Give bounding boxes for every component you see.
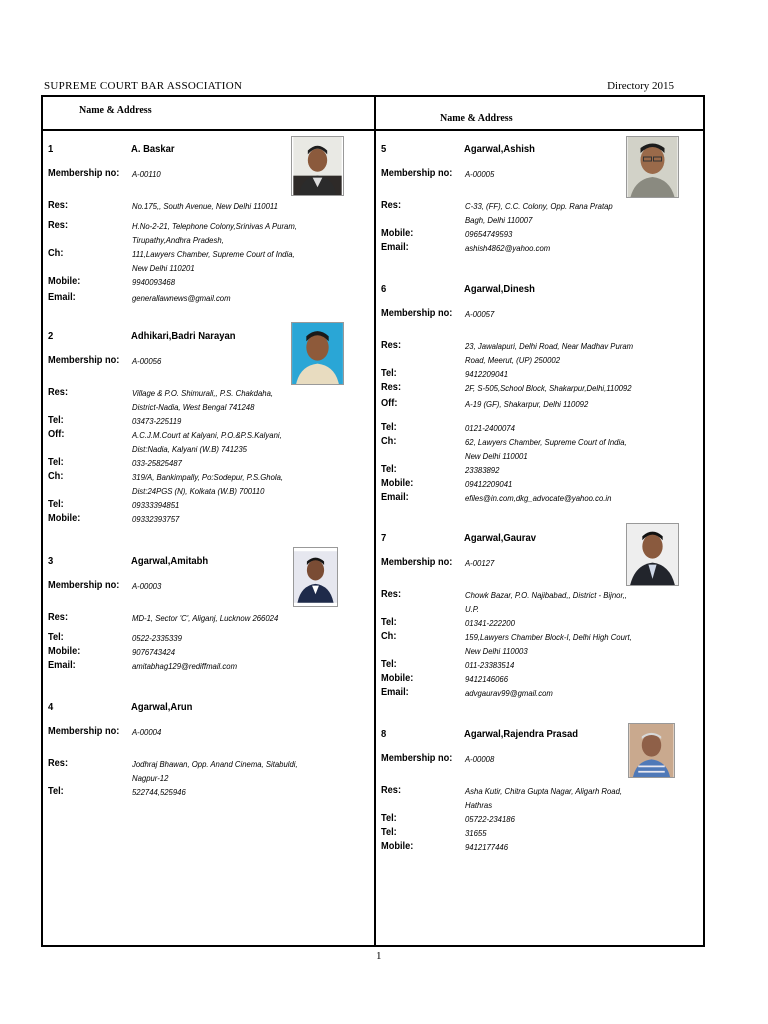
member-name: Agarwal,Dinesh [464, 283, 535, 295]
field-value: Dist:24PGS (N), Kolkata (W.B) 700110 [132, 486, 265, 496]
field-label: Res: [381, 199, 402, 211]
field-value: 9412209041 [465, 369, 509, 379]
field-label: Off: [48, 428, 65, 440]
field-value: A-00110 [132, 169, 161, 179]
member-number: 3 [48, 555, 54, 567]
field-value: New Delhi 110001 [465, 451, 528, 461]
member-name: Agarwal,Rajendra Prasad [464, 728, 578, 740]
member-name: Agarwal,Amitabh [131, 555, 209, 567]
field-value: A-00003 [132, 581, 162, 591]
field-value: Road, Meerut, (UP) 250002 [465, 355, 561, 365]
field-label: Mobile: [48, 275, 81, 287]
field-label: Tel: [381, 658, 397, 670]
org-title: SUPREME COURT BAR ASSOCIATION [44, 80, 243, 92]
member-number: 1 [48, 143, 54, 155]
field-value: U.P. [465, 604, 480, 614]
field-value: Hathras [465, 800, 493, 810]
field-label: Tel: [48, 631, 64, 643]
member-photo [291, 136, 344, 196]
field-label: Email: [381, 686, 409, 698]
field-value: A-00005 [465, 169, 495, 179]
field-label: Email: [48, 291, 76, 303]
field-value: 011-23383514 [465, 660, 515, 670]
field-value: 09654749593 [465, 229, 513, 239]
field-label: Mobile: [381, 672, 414, 684]
field-value: generallawnews@gmail.com [132, 293, 231, 303]
field-value: 09333394851 [132, 500, 180, 510]
field-label: Email: [381, 491, 409, 503]
member-name: Agarwal,Ashish [464, 143, 535, 155]
field-label: Res: [48, 199, 69, 211]
member-photo [626, 523, 679, 586]
field-label: Mobile: [381, 840, 414, 852]
field-value: 01341-222200 [465, 618, 515, 628]
directory-table [41, 95, 705, 947]
header-rule-left [43, 129, 374, 131]
field-value: 23, Jawalapuri, Delhi Road, Near Madhav Puram [465, 341, 634, 351]
field-label: Membership no: [381, 752, 453, 764]
member-name: Agarwal,Gaurav [464, 532, 536, 544]
member-photo [626, 136, 679, 198]
field-label: Res: [48, 611, 69, 623]
column-header-left: Name & Address [79, 105, 152, 116]
field-label: Res: [381, 381, 402, 393]
field-label: Mobile: [48, 645, 81, 657]
field-label: Tel: [381, 463, 397, 475]
field-value: Dist:Nadia, Kalyani (W.B) 741235 [132, 444, 247, 454]
field-label: Off: [381, 397, 398, 409]
field-value: 31655 [465, 828, 487, 838]
field-label: Tel: [48, 414, 64, 426]
field-label: Membership no: [381, 307, 453, 319]
field-value: Jodhraj Bhawan, Opp. Anand Cinema, Sitabuldi, [132, 759, 298, 769]
field-value: C-33, (FF), C.C. Colony, Opp. Rana Pratap [465, 201, 613, 211]
field-label: Ch: [381, 630, 397, 642]
member-photo [291, 322, 344, 385]
field-value: 9412177446 [465, 842, 509, 852]
field-label: Tel: [381, 812, 397, 824]
field-value: A-00127 [465, 558, 495, 568]
field-label: Res: [381, 784, 402, 796]
column-header-right: Name & Address [440, 113, 513, 124]
field-label: Tel: [48, 785, 64, 797]
field-label: Res: [381, 588, 402, 600]
field-value: Asha Kutir, Chitra Gupta Nagar, Aligarh Road, [465, 786, 623, 796]
field-value: 2F, S-505,School Block, Shakarpur,Delhi,110092 [465, 383, 632, 393]
field-label: Membership no: [381, 556, 453, 568]
column-divider [374, 97, 376, 945]
member-photo [628, 723, 675, 778]
field-label: Ch: [48, 470, 64, 482]
field-value: amitabhag129@rediffmail.com [132, 661, 238, 671]
field-value: Tirupathy,Andhra Pradesh, [132, 235, 224, 245]
field-value: District-Nadia, West Bengal 741248 [132, 402, 255, 412]
field-value: 09412209041 [465, 479, 513, 489]
field-value: 09332393757 [132, 514, 180, 524]
field-value: Village & P.O. Shimurali,, P.S. Chakdaha, [132, 388, 274, 398]
field-value: A-00008 [465, 754, 495, 764]
field-value: No.175,, South Avenue, New Delhi 110011 [132, 201, 278, 211]
field-label: Mobile: [48, 512, 81, 524]
field-label: Res: [48, 757, 69, 769]
field-value: A-00004 [132, 727, 162, 737]
field-value: 0121-2400074 [465, 423, 515, 433]
member-name: A. Baskar [131, 143, 175, 155]
field-value: 23383892 [465, 465, 500, 475]
field-value: 319/A, Bankimpally, Po:Sodepur, P.S.Ghola, [132, 472, 284, 482]
member-number: 7 [381, 532, 387, 544]
field-value: Nagpur-12 [132, 773, 169, 783]
field-label: Tel: [381, 826, 397, 838]
field-label: Mobile: [381, 227, 414, 239]
field-value: 03473-225119 [132, 416, 182, 426]
header-rule-right [376, 129, 703, 131]
field-label: Res: [48, 386, 69, 398]
field-value: 9940093468 [132, 277, 176, 287]
field-label: Membership no: [48, 725, 120, 737]
field-label: Tel: [381, 616, 397, 628]
field-value: A-00056 [132, 356, 162, 366]
field-value: 033-25825487 [132, 458, 182, 468]
field-label: Mobile: [381, 477, 414, 489]
field-label: Res: [381, 339, 402, 351]
member-number: 4 [48, 701, 54, 713]
field-label: Email: [381, 241, 409, 253]
field-value: 111,Lawyers Chamber, Supreme Court of India, [132, 249, 295, 259]
field-value: New Delhi 110201 [132, 263, 195, 273]
field-value: efiles@in.com,dkg_advocate@yahoo.co.in [465, 493, 612, 503]
member-name: Adhikari,Badri Narayan [131, 330, 236, 342]
field-value: 05722-234186 [465, 814, 515, 824]
field-label: Res: [48, 219, 69, 231]
member-number: 2 [48, 330, 54, 342]
field-value: 62, Lawyers Chamber, Supreme Court of India, [465, 437, 627, 447]
field-value: H.No-2-21, Telephone Colony,Srinivas A Puram, [132, 221, 297, 231]
member-number: 5 [381, 143, 387, 155]
field-value: Bagh, Delhi 110007 [465, 215, 533, 225]
field-value: A-19 (GF), Shakarpur, Delhi 110092 [465, 399, 589, 409]
field-value: 9076743424 [132, 647, 176, 657]
field-value: A.C.J.M.Court at Kalyani, P.O.&P.S.Kalyani, [132, 430, 282, 440]
field-label: Tel: [48, 456, 64, 468]
field-label: Ch: [48, 247, 64, 259]
field-value: 159,Lawyers Chamber Block-I, Delhi High Court, [465, 632, 632, 642]
member-number: 6 [381, 283, 387, 295]
field-value: 522744,525946 [132, 787, 186, 797]
field-label: Tel: [381, 367, 397, 379]
field-label: Membership no: [48, 579, 120, 591]
field-value: Chowk Bazar, P.O. Najibabad,, District - Bijnor,, [465, 590, 627, 600]
field-label: Tel: [381, 421, 397, 433]
page-number: 1 [376, 950, 382, 962]
member-number: 8 [381, 728, 387, 740]
member-name: Agarwal,Arun [131, 701, 193, 713]
field-value: MD-1, Sector 'C', Aliganj, Lucknow 266024 [132, 613, 279, 623]
field-value: A-00057 [465, 309, 495, 319]
field-label: Membership no: [48, 167, 120, 179]
field-value: advgaurav99@gmail.com [465, 688, 553, 698]
field-label: Ch: [381, 435, 397, 447]
field-value: New Delhi 110003 [465, 646, 528, 656]
field-value: ashish4862@yahoo.com [465, 243, 551, 253]
field-label: Membership no: [381, 167, 453, 179]
directory-year: Directory 2015 [607, 80, 674, 92]
member-photo [293, 547, 338, 607]
field-label: Email: [48, 659, 76, 671]
field-value: 0522-2335339 [132, 633, 182, 643]
field-value: 9412146066 [465, 674, 509, 684]
field-label: Membership no: [48, 354, 120, 366]
field-label: Tel: [48, 498, 64, 510]
